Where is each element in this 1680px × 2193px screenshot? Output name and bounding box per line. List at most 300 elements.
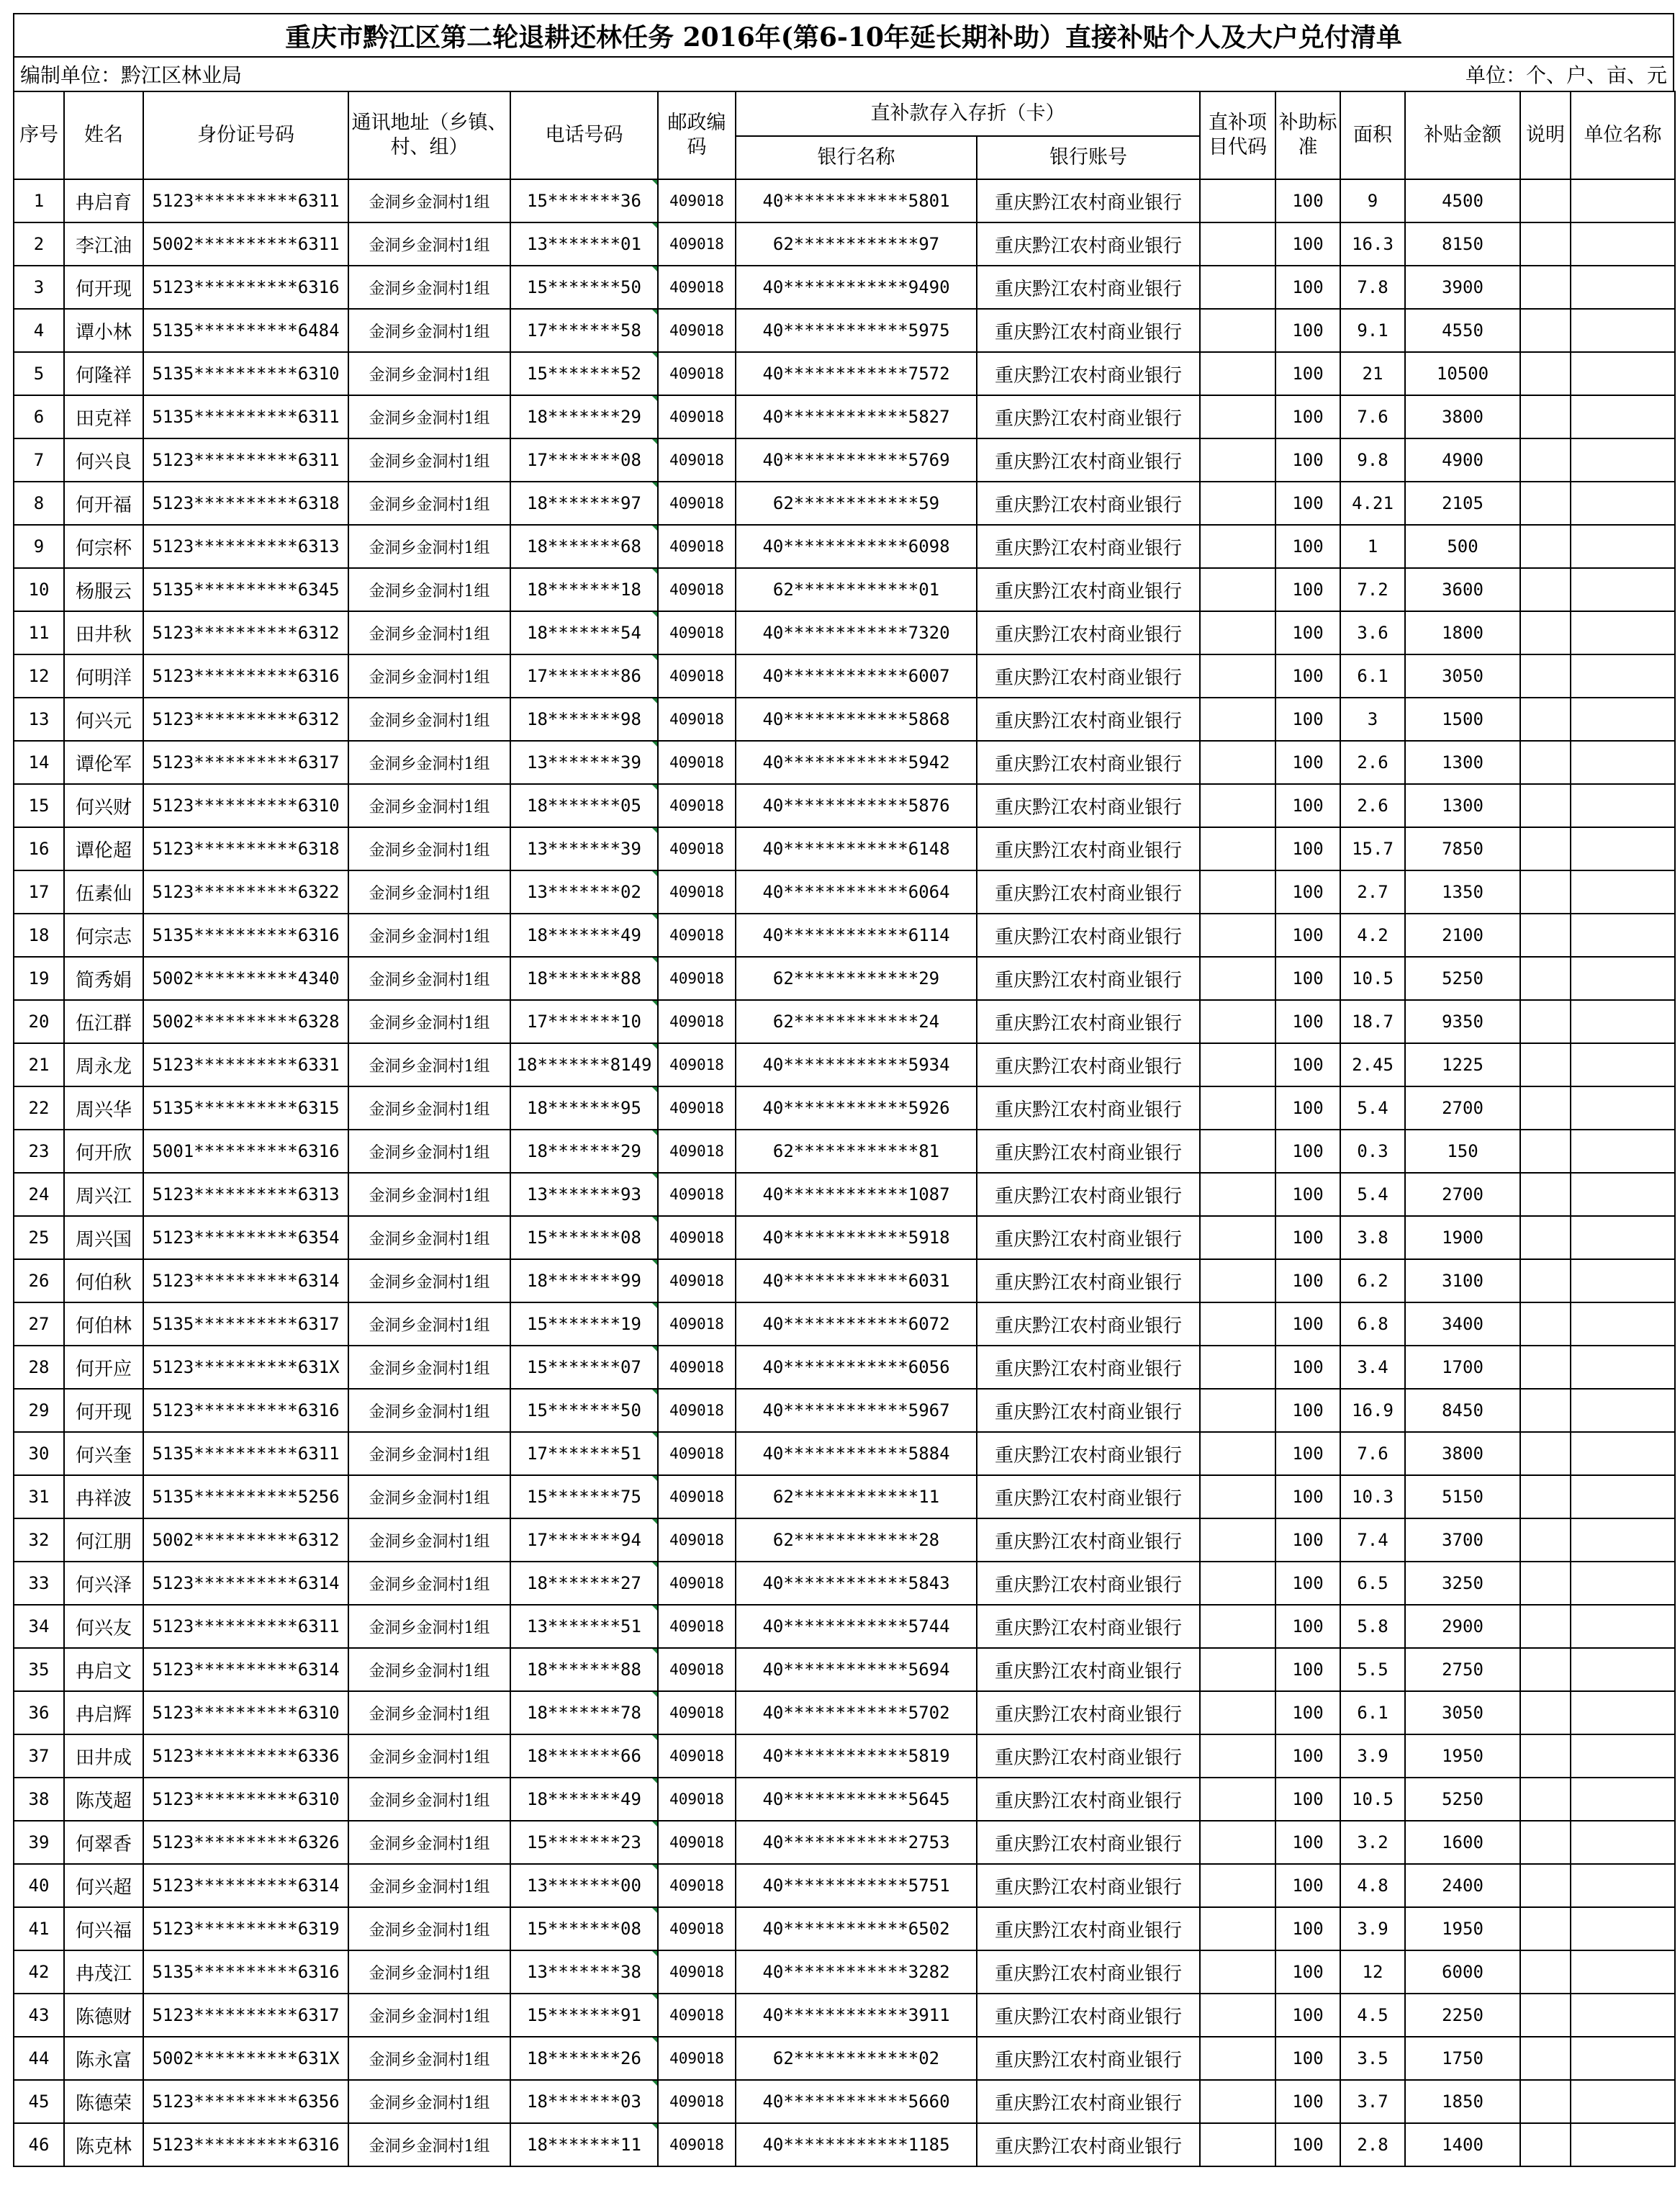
cell-unit-name [1571, 1389, 1675, 1432]
cell-address: 金洞乡金洞村1组 [348, 2037, 510, 2080]
cell-unit-name [1571, 957, 1675, 1000]
cell-project-code [1200, 1734, 1275, 1778]
cell-seq: 34 [14, 1605, 64, 1648]
page-title: 重庆市黔江区第二轮退耕还林任务 2016年(第6-10年延长期补助）直接补贴个人及大户兑付清单 [13, 13, 1674, 56]
cell-name: 何兴元 [64, 698, 143, 741]
cell-name: 何明洋 [64, 654, 143, 698]
cell-unit-name [1571, 1562, 1675, 1605]
cell-unit-name [1571, 654, 1675, 698]
cell-unit-name [1571, 698, 1675, 741]
cell-note [1520, 1432, 1571, 1475]
cell-seq: 22 [14, 1086, 64, 1130]
cell-postcode: 409018 [658, 1000, 736, 1043]
cell-name: 何兴友 [64, 1605, 143, 1648]
cell-address: 金洞乡金洞村1组 [348, 1259, 510, 1302]
table-row [14, 1821, 1675, 1864]
cell-amount: 1225 [1405, 1043, 1520, 1086]
cell-area: 7.2 [1340, 568, 1405, 611]
cell-amount: 4550 [1405, 309, 1520, 352]
cell-area: 5.5 [1340, 1648, 1405, 1691]
cell-area: 7.6 [1340, 1432, 1405, 1475]
header-deposit-group: 直补款存入存折（卡） [736, 91, 1200, 136]
cell-postcode: 409018 [658, 1864, 736, 1907]
cell-bank-name: 重庆黔江农村商业银行 [977, 957, 1200, 1000]
cell-phone: 13*******00 [510, 1864, 658, 1907]
cell-project-code [1200, 266, 1275, 309]
cell-seq: 30 [14, 1432, 64, 1475]
cell-note [1520, 309, 1571, 352]
cell-amount: 1300 [1405, 741, 1520, 784]
cell-amount: 7850 [1405, 827, 1520, 870]
cell-amount: 500 [1405, 525, 1520, 568]
header-standard: 补助标准 [1275, 91, 1340, 179]
cell-address: 金洞乡金洞村1组 [348, 482, 510, 525]
cell-project-code [1200, 1130, 1275, 1173]
cell-standard: 100 [1275, 1302, 1340, 1346]
cell-bank-name: 重庆黔江农村商业银行 [977, 1389, 1200, 1432]
cell-area: 3.9 [1340, 1734, 1405, 1778]
cell-bank-account: 62************81 [736, 1130, 977, 1173]
cell-note [1520, 2080, 1571, 2123]
cell-phone: 13*******02 [510, 870, 658, 914]
cell-bank-name: 重庆黔江农村商业银行 [977, 870, 1200, 914]
cell-standard: 100 [1275, 1346, 1340, 1389]
cell-id-number: 5123**********6313 [143, 1173, 348, 1216]
cell-project-code [1200, 1043, 1275, 1086]
cell-seq: 41 [14, 1907, 64, 1950]
cell-area: 4.8 [1340, 1864, 1405, 1907]
cell-area: 7.4 [1340, 1518, 1405, 1562]
cell-bank-account: 62************24 [736, 1000, 977, 1043]
cell-name: 何兴财 [64, 784, 143, 827]
cell-standard: 100 [1275, 1907, 1340, 1950]
cell-id-number: 5123**********631X [143, 1346, 348, 1389]
cell-project-code [1200, 525, 1275, 568]
cell-seq: 33 [14, 1562, 64, 1605]
cell-standard: 100 [1275, 1562, 1340, 1605]
cell-note [1520, 179, 1571, 222]
cell-postcode: 409018 [658, 1605, 736, 1648]
cell-address: 金洞乡金洞村1组 [348, 827, 510, 870]
cell-unit-name [1571, 2123, 1675, 2166]
cell-unit-name [1571, 1734, 1675, 1778]
cell-id-number: 5123**********6311 [143, 1605, 348, 1648]
cell-bank-account: 40************2753 [736, 1821, 977, 1864]
cell-standard: 100 [1275, 395, 1340, 438]
cell-unit-name [1571, 482, 1675, 525]
cell-bank-name: 重庆黔江农村商业银行 [977, 1864, 1200, 1907]
cell-standard: 100 [1275, 438, 1340, 482]
cell-postcode: 409018 [658, 1950, 736, 1994]
cell-bank-name: 重庆黔江农村商业银行 [977, 784, 1200, 827]
table-row [14, 698, 1675, 741]
cell-unit-name [1571, 1648, 1675, 1691]
cell-address: 金洞乡金洞村1组 [348, 1821, 510, 1864]
cell-standard: 100 [1275, 266, 1340, 309]
cell-standard: 100 [1275, 2123, 1340, 2166]
cell-note [1520, 1778, 1571, 1821]
cell-bank-name: 重庆黔江农村商业银行 [977, 266, 1200, 309]
cell-standard: 100 [1275, 1086, 1340, 1130]
cell-phone: 18*******88 [510, 1648, 658, 1691]
table-row [14, 568, 1675, 611]
cell-note [1520, 1950, 1571, 1994]
cell-amount: 2700 [1405, 1086, 1520, 1130]
cell-bank-name: 重庆黔江农村商业银行 [977, 222, 1200, 266]
cell-note [1520, 1475, 1571, 1518]
cell-area: 3.5 [1340, 2037, 1405, 2080]
cell-bank-name: 重庆黔江农村商业银行 [977, 2037, 1200, 2080]
cell-project-code [1200, 1432, 1275, 1475]
cell-name: 何开欣 [64, 1130, 143, 1173]
cell-standard: 100 [1275, 1734, 1340, 1778]
cell-project-code [1200, 1648, 1275, 1691]
table-row [14, 827, 1675, 870]
cell-note [1520, 1086, 1571, 1130]
cell-project-code [1200, 654, 1275, 698]
cell-bank-account: 40************5934 [736, 1043, 977, 1086]
cell-standard: 100 [1275, 2080, 1340, 2123]
table-row [14, 1000, 1675, 1043]
cell-name: 冉茂江 [64, 1950, 143, 1994]
table-row [14, 1518, 1675, 1562]
cell-address: 金洞乡金洞村1组 [348, 1216, 510, 1259]
cell-phone: 18*******29 [510, 1130, 658, 1173]
cell-name: 伍江群 [64, 1000, 143, 1043]
cell-id-number: 5135**********6317 [143, 1302, 348, 1346]
cell-address: 金洞乡金洞村1组 [348, 870, 510, 914]
cell-bank-account: 62************28 [736, 1518, 977, 1562]
table-row [14, 309, 1675, 352]
cell-area: 10.5 [1340, 957, 1405, 1000]
cell-name: 谭小林 [64, 309, 143, 352]
cell-bank-name: 重庆黔江农村商业银行 [977, 1734, 1200, 1778]
cell-area: 2.6 [1340, 784, 1405, 827]
cell-address: 金洞乡金洞村1组 [348, 1562, 510, 1605]
cell-area: 7.8 [1340, 266, 1405, 309]
cell-postcode: 409018 [658, 1518, 736, 1562]
cell-unit-name [1571, 741, 1675, 784]
cell-unit-name [1571, 395, 1675, 438]
table-row [14, 2080, 1675, 2123]
cell-amount: 1750 [1405, 2037, 1520, 2080]
cell-name: 田井秋 [64, 611, 143, 654]
cell-amount: 1600 [1405, 1821, 1520, 1864]
cell-id-number: 5123**********6318 [143, 827, 348, 870]
cell-bank-name: 重庆黔江农村商业银行 [977, 1778, 1200, 1821]
cell-seq: 8 [14, 482, 64, 525]
cell-note [1520, 1173, 1571, 1216]
cell-seq: 27 [14, 1302, 64, 1346]
table-row [14, 2123, 1675, 2166]
cell-phone: 13*******39 [510, 741, 658, 784]
cell-note [1520, 1000, 1571, 1043]
cell-bank-name: 重庆黔江农村商业银行 [977, 2123, 1200, 2166]
cell-seq: 19 [14, 957, 64, 1000]
table-row [14, 1389, 1675, 1432]
cell-seq: 29 [14, 1389, 64, 1432]
cell-project-code [1200, 482, 1275, 525]
cell-area: 3 [1340, 698, 1405, 741]
cell-bank-account: 40************6056 [736, 1346, 977, 1389]
cell-bank-account: 40************5942 [736, 741, 977, 784]
cell-seq: 11 [14, 611, 64, 654]
cell-phone: 15*******23 [510, 1821, 658, 1864]
cell-postcode: 409018 [658, 741, 736, 784]
cell-phone: 13*******93 [510, 1173, 658, 1216]
cell-project-code [1200, 1821, 1275, 1864]
cell-bank-account: 40************5801 [736, 179, 977, 222]
table-row [14, 741, 1675, 784]
cell-bank-account: 40************5744 [736, 1605, 977, 1648]
cell-postcode: 409018 [658, 1734, 736, 1778]
cell-name: 周兴华 [64, 1086, 143, 1130]
cell-bank-name: 重庆黔江农村商业银行 [977, 179, 1200, 222]
cell-id-number: 5123**********6312 [143, 698, 348, 741]
cell-amount: 3400 [1405, 1302, 1520, 1346]
cell-note [1520, 1691, 1571, 1734]
cell-amount: 2900 [1405, 1605, 1520, 1648]
cell-address: 金洞乡金洞村1组 [348, 1173, 510, 1216]
cell-unit-name [1571, 568, 1675, 611]
cell-address: 金洞乡金洞村1组 [348, 2123, 510, 2166]
cell-note [1520, 611, 1571, 654]
cell-phone: 15*******36 [510, 179, 658, 222]
cell-standard: 100 [1275, 1475, 1340, 1518]
header-amount: 补贴金额 [1405, 91, 1520, 179]
cell-unit-name [1571, 525, 1675, 568]
cell-seq: 20 [14, 1000, 64, 1043]
cell-project-code [1200, 1216, 1275, 1259]
cell-note [1520, 784, 1571, 827]
cell-name: 何兴超 [64, 1864, 143, 1907]
cell-standard: 100 [1275, 525, 1340, 568]
cell-amount: 9350 [1405, 1000, 1520, 1043]
cell-name: 何兴福 [64, 1907, 143, 1950]
cell-id-number: 5135**********6310 [143, 352, 348, 395]
cell-address: 金洞乡金洞村1组 [348, 1302, 510, 1346]
cell-bank-account: 62************97 [736, 222, 977, 266]
cell-seq: 5 [14, 352, 64, 395]
cell-unit-name [1571, 179, 1675, 222]
cell-seq: 17 [14, 870, 64, 914]
cell-standard: 100 [1275, 741, 1340, 784]
cell-bank-account: 40************5660 [736, 2080, 977, 2123]
header-name: 姓名 [64, 91, 143, 179]
cell-address: 金洞乡金洞村1组 [348, 1778, 510, 1821]
cell-note [1520, 222, 1571, 266]
cell-seq: 28 [14, 1346, 64, 1389]
cell-postcode: 409018 [658, 1130, 736, 1173]
cell-amount: 1700 [1405, 1346, 1520, 1389]
cell-id-number: 5123**********6331 [143, 1043, 348, 1086]
table-row [14, 1302, 1675, 1346]
cell-postcode: 409018 [658, 914, 736, 957]
compiler-label: 编制单位：黔江区林业局 [20, 63, 243, 87]
cell-project-code [1200, 1346, 1275, 1389]
cell-standard: 100 [1275, 2037, 1340, 2080]
cell-bank-name: 重庆黔江农村商业银行 [977, 1994, 1200, 2037]
cell-name: 冉启育 [64, 179, 143, 222]
cell-bank-name: 重庆黔江农村商业银行 [977, 1000, 1200, 1043]
cell-name: 何兴奎 [64, 1432, 143, 1475]
cell-bank-account: 40************5819 [736, 1734, 977, 1778]
cell-area: 3.8 [1340, 1216, 1405, 1259]
cell-bank-account: 40************6072 [736, 1302, 977, 1346]
spreadsheet [13, 13, 1674, 2167]
cell-project-code [1200, 1518, 1275, 1562]
cell-address: 金洞乡金洞村1组 [348, 611, 510, 654]
cell-area: 3.6 [1340, 611, 1405, 654]
cell-bank-account: 40************6502 [736, 1907, 977, 1950]
cell-bank-account: 40************7320 [736, 611, 977, 654]
cell-amount: 2100 [1405, 914, 1520, 957]
cell-amount: 6000 [1405, 1950, 1520, 1994]
cell-phone: 18*******8149 [510, 1043, 658, 1086]
cell-phone: 15*******08 [510, 1907, 658, 1950]
cell-phone: 18*******97 [510, 482, 658, 525]
cell-id-number: 5123**********6317 [143, 1994, 348, 2037]
cell-project-code [1200, 914, 1275, 957]
cell-bank-account: 40************5645 [736, 1778, 977, 1821]
cell-project-code [1200, 568, 1275, 611]
cell-project-code [1200, 1086, 1275, 1130]
cell-postcode: 409018 [658, 698, 736, 741]
cell-seq: 32 [14, 1518, 64, 1562]
cell-postcode: 409018 [658, 222, 736, 266]
cell-postcode: 409018 [658, 1691, 736, 1734]
cell-unit-name [1571, 1130, 1675, 1173]
cell-bank-name: 重庆黔江农村商业银行 [977, 438, 1200, 482]
cell-standard: 100 [1275, 309, 1340, 352]
cell-area: 15.7 [1340, 827, 1405, 870]
cell-postcode: 409018 [658, 1302, 736, 1346]
cell-project-code [1200, 1864, 1275, 1907]
cell-note [1520, 1562, 1571, 1605]
cell-bank-name: 重庆黔江农村商业银行 [977, 1648, 1200, 1691]
cell-project-code [1200, 1259, 1275, 1302]
cell-id-number: 5123**********6313 [143, 525, 348, 568]
cell-address: 金洞乡金洞村1组 [348, 914, 510, 957]
cell-standard: 100 [1275, 914, 1340, 957]
cell-amount: 10500 [1405, 352, 1520, 395]
cell-id-number: 5135**********6315 [143, 1086, 348, 1130]
cell-area: 6.8 [1340, 1302, 1405, 1346]
cell-project-code [1200, 1562, 1275, 1605]
cell-amount: 3800 [1405, 395, 1520, 438]
cell-unit-name [1571, 2037, 1675, 2080]
cell-project-code [1200, 1778, 1275, 1821]
cell-area: 12 [1340, 1950, 1405, 1994]
cell-standard: 100 [1275, 1605, 1340, 1648]
unit-label: 单位：个、户、亩、元 [1465, 63, 1667, 87]
cell-address: 金洞乡金洞村1组 [348, 395, 510, 438]
cell-area: 6.1 [1340, 654, 1405, 698]
cell-note [1520, 1821, 1571, 1864]
cell-standard: 100 [1275, 1950, 1340, 1994]
cell-id-number: 5002**********6312 [143, 1518, 348, 1562]
cell-project-code [1200, 1950, 1275, 1994]
table-row [14, 1043, 1675, 1086]
cell-note [1520, 1346, 1571, 1389]
cell-bank-name: 重庆黔江农村商业银行 [977, 1302, 1200, 1346]
cell-area: 3.2 [1340, 1821, 1405, 1864]
cell-bank-name: 重庆黔江农村商业银行 [977, 1432, 1200, 1475]
cell-note [1520, 482, 1571, 525]
cell-id-number: 5001**********6316 [143, 1130, 348, 1173]
cell-area: 0.3 [1340, 1130, 1405, 1173]
cell-unit-name [1571, 1259, 1675, 1302]
cell-project-code [1200, 352, 1275, 395]
cell-bank-account: 40************5769 [736, 438, 977, 482]
cell-seq: 23 [14, 1130, 64, 1173]
cell-project-code [1200, 957, 1275, 1000]
cell-note [1520, 1907, 1571, 1950]
cell-amount: 3800 [1405, 1432, 1520, 1475]
cell-note [1520, 266, 1571, 309]
cell-unit-name [1571, 1864, 1675, 1907]
cell-name: 陈德荣 [64, 2080, 143, 2123]
cell-name: 谭伦军 [64, 741, 143, 784]
cell-phone: 18*******66 [510, 1734, 658, 1778]
cell-bank-name: 重庆黔江农村商业银行 [977, 309, 1200, 352]
cell-area: 9 [1340, 179, 1405, 222]
cell-amount: 5250 [1405, 957, 1520, 1000]
cell-phone: 17*******10 [510, 1000, 658, 1043]
cell-amount: 1850 [1405, 2080, 1520, 2123]
table-row [14, 784, 1675, 827]
cell-id-number: 5123**********6354 [143, 1216, 348, 1259]
cell-amount: 8150 [1405, 222, 1520, 266]
cell-area: 2.6 [1340, 741, 1405, 784]
cell-postcode: 409018 [658, 525, 736, 568]
cell-seq: 21 [14, 1043, 64, 1086]
cell-bank-account: 40************5843 [736, 1562, 977, 1605]
cell-unit-name [1571, 266, 1675, 309]
cell-name: 周兴江 [64, 1173, 143, 1216]
cell-standard: 100 [1275, 1691, 1340, 1734]
cell-standard: 100 [1275, 784, 1340, 827]
cell-address: 金洞乡金洞村1组 [348, 1994, 510, 2037]
table-row [14, 1950, 1675, 1994]
cell-id-number: 5123**********6316 [143, 2123, 348, 2166]
cell-note [1520, 525, 1571, 568]
cell-area: 6.2 [1340, 1259, 1405, 1302]
cell-bank-name: 重庆黔江农村商业银行 [977, 2080, 1200, 2123]
cell-id-number: 5123**********6316 [143, 1389, 348, 1432]
cell-amount: 1950 [1405, 1907, 1520, 1950]
cell-amount: 1950 [1405, 1734, 1520, 1778]
cell-area: 10.3 [1340, 1475, 1405, 1518]
cell-postcode: 409018 [658, 1778, 736, 1821]
cell-phone: 18*******68 [510, 525, 658, 568]
cell-unit-name [1571, 1518, 1675, 1562]
cell-name: 陈克林 [64, 2123, 143, 2166]
cell-postcode: 409018 [658, 2080, 736, 2123]
cell-bank-account: 62************29 [736, 957, 977, 1000]
cell-area: 4.2 [1340, 914, 1405, 957]
cell-unit-name [1571, 1605, 1675, 1648]
cell-area: 5.8 [1340, 1605, 1405, 1648]
cell-name: 陈永富 [64, 2037, 143, 2080]
cell-unit-name [1571, 1216, 1675, 1259]
header-note: 说明 [1520, 91, 1571, 179]
cell-project-code [1200, 309, 1275, 352]
cell-phone: 15*******50 [510, 1389, 658, 1432]
header-project-code: 直补项目代码 [1200, 91, 1275, 179]
cell-postcode: 409018 [658, 309, 736, 352]
cell-seq: 40 [14, 1864, 64, 1907]
